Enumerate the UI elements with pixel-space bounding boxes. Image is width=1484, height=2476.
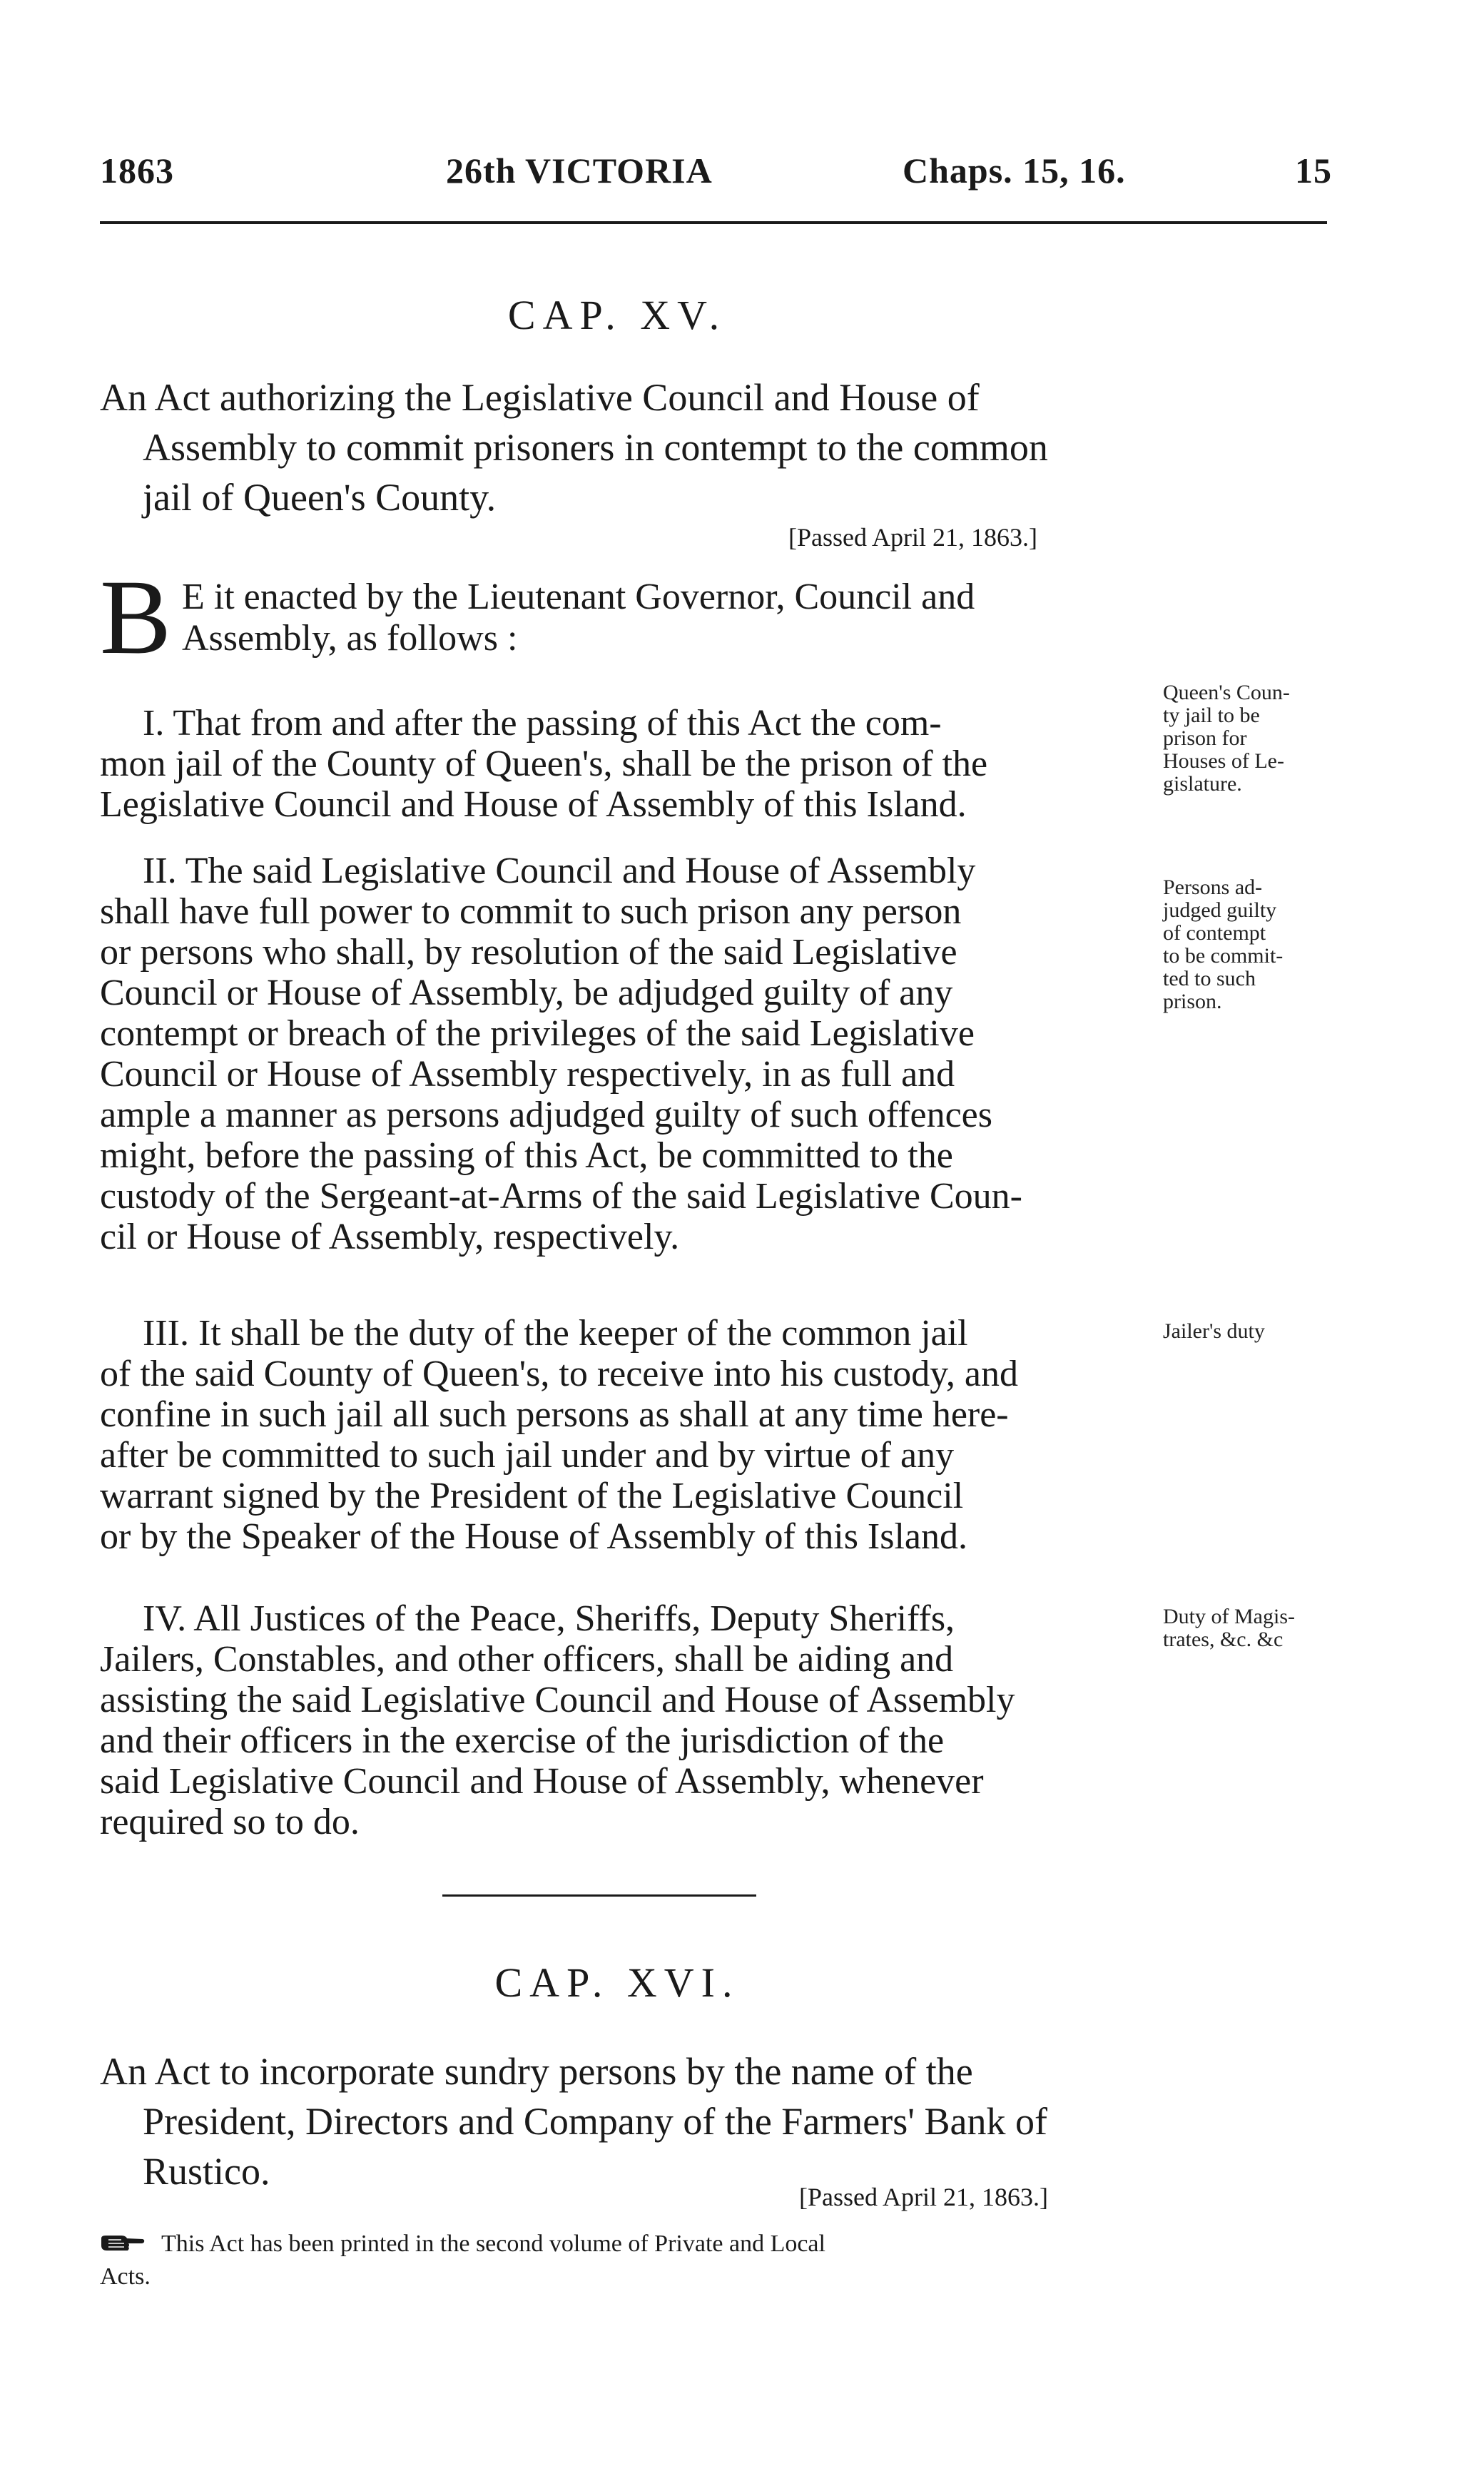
section-1-line: I. That from and after the passing of this Act the com-	[143, 703, 942, 744]
header-chapters: Chaps. 15, 16.	[903, 151, 1126, 191]
margin-note-section-4	[1163, 1605, 1348, 1651]
margin-note-section-1	[1163, 681, 1348, 796]
enacting-clause	[182, 577, 1145, 659]
margin-note-line: judged guilty	[1163, 898, 1277, 922]
section-1	[100, 703, 1142, 825]
section-1-line: mon jail of the County of Queen's, shall be the prison of the	[100, 744, 988, 784]
margin-note-line: prison.	[1163, 990, 1222, 1013]
cap-15-heading: CAP. XV.	[507, 292, 727, 338]
margin-note-line: ted to such	[1163, 967, 1256, 990]
section-2	[100, 851, 1142, 1257]
header-reign: 26th VICTORIA	[446, 151, 713, 191]
section-3-line: confine in such jail all such persons as shall at any time here-	[100, 1394, 1009, 1435]
enacting-line: Assembly, as follows :	[182, 618, 518, 659]
margin-note-line: Jailer's duty	[1163, 1319, 1265, 1343]
cap-16-title-line: President, Directors and Company of the Farmers' Bank of	[143, 2100, 1047, 2143]
header-year: 1863	[100, 151, 174, 191]
margin-note-line: ty jail to be	[1163, 704, 1260, 727]
section-3-line: of the said County of Queen's, to receive into his custody, and	[100, 1354, 1018, 1394]
header-rule	[100, 221, 1327, 224]
margin-note-line: Houses of Le-	[1163, 749, 1284, 773]
margin-note-line: Persons ad-	[1163, 876, 1263, 899]
section-4-line: and their officers in the exercise of the jurisdiction of the	[100, 1720, 945, 1761]
enacting-drop-cap: B	[100, 558, 172, 676]
section-2-line: Council or House of Assembly respectively, in as full and	[100, 1054, 955, 1095]
section-1-line: Legislative Council and House of Assembly of this Island.	[100, 784, 967, 825]
section-3-line: warrant signed by the President of the Legislative Council	[100, 1476, 964, 1516]
section-2-line: shall have full power to commit to such prison any person	[100, 891, 962, 932]
margin-note-line: gislature.	[1163, 772, 1242, 796]
cap-16-title-line: An Act to incorporate sundry persons by the name of the	[100, 2050, 973, 2093]
section-2-line: Council or House of Assembly, be adjudged guilty of any	[100, 973, 953, 1013]
section-2-line: contempt or breach of the privileges of the said Legislative	[100, 1013, 975, 1054]
margin-note-line: Queen's Coun-	[1163, 681, 1290, 704]
section-4	[100, 1598, 1142, 1842]
section-3-line: III. It shall be the duty of the keeper of the common jail	[143, 1313, 968, 1354]
section-2-line: or persons who shall, by resolution of the said Legislative	[100, 932, 957, 973]
cap-15-passed-date: [Passed April 21, 1863.]	[788, 523, 1037, 552]
section-3-line: or by the Speaker of the House of Assembly of this Island.	[100, 1516, 968, 1557]
section-2-line: might, before the passing of this Act, be committed to the	[100, 1135, 953, 1176]
margin-note-line: of contempt	[1163, 921, 1266, 945]
cap-15-title	[100, 372, 1142, 522]
section-2-line: II. The said Legislative Council and House of Assembly	[143, 851, 976, 891]
cap-16-title-line: Rustico.	[143, 2150, 270, 2193]
printing-note-line: This Act has been printed in the second volume of Private and Local	[161, 2231, 825, 2257]
section-3	[100, 1313, 1142, 1557]
section-divider	[442, 1894, 756, 1897]
cap-16-title	[100, 2046, 1142, 2196]
section-4-line: Jailers, Constables, and other officers, shall be aiding and	[100, 1639, 954, 1680]
section-4-line: said Legislative Council and House of Assembly, whenever	[100, 1761, 984, 1802]
margin-note-line: Duty of Magis-	[1163, 1605, 1295, 1628]
section-4-line: assisting the said Legislative Council and House of Assembly	[100, 1680, 1015, 1720]
cap-15-title-line: Assembly to commit prisoners in contempt to the common	[143, 426, 1048, 469]
section-4-line: IV. All Justices of the Peace, Sheriffs, Deputy Sheriffs,	[143, 1598, 955, 1639]
margin-note-section-2	[1163, 876, 1348, 1013]
section-4-line: required so to do.	[100, 1802, 360, 1842]
section-3-line: after be committed to such jail under and by virtue of any	[100, 1435, 955, 1476]
cap-15-title-line: An Act authorizing the Legislative Council and House of	[100, 376, 980, 419]
cap-16-passed-date: [Passed April 21, 1863.]	[799, 2183, 1048, 2211]
section-2-line: cil or House of Assembly, respectively.	[100, 1217, 680, 1257]
margin-note-section-3	[1163, 1320, 1348, 1343]
margin-note-line: to be commit-	[1163, 944, 1284, 968]
printing-note	[100, 2228, 1142, 2293]
header-page-number: 15	[1295, 151, 1332, 191]
pointing-hand-icon	[100, 2233, 146, 2254]
printing-note-line: Acts.	[100, 2263, 151, 2290]
cap-15-title-line: jail of Queen's County.	[143, 476, 497, 519]
section-2-line: ample a manner as persons adjudged guilty of such offences	[100, 1095, 992, 1135]
margin-note-line: prison for	[1163, 726, 1247, 750]
enacting-line: E it enacted by the Lieutenant Governor, Council and	[182, 577, 975, 617]
section-2-line: custody of the Sergeant-at-Arms of the said Legislative Coun-	[100, 1176, 1022, 1217]
margin-note-line: trates, &c. &c	[1163, 1628, 1284, 1651]
cap-16-heading: CAP. XVI.	[494, 1959, 740, 2006]
